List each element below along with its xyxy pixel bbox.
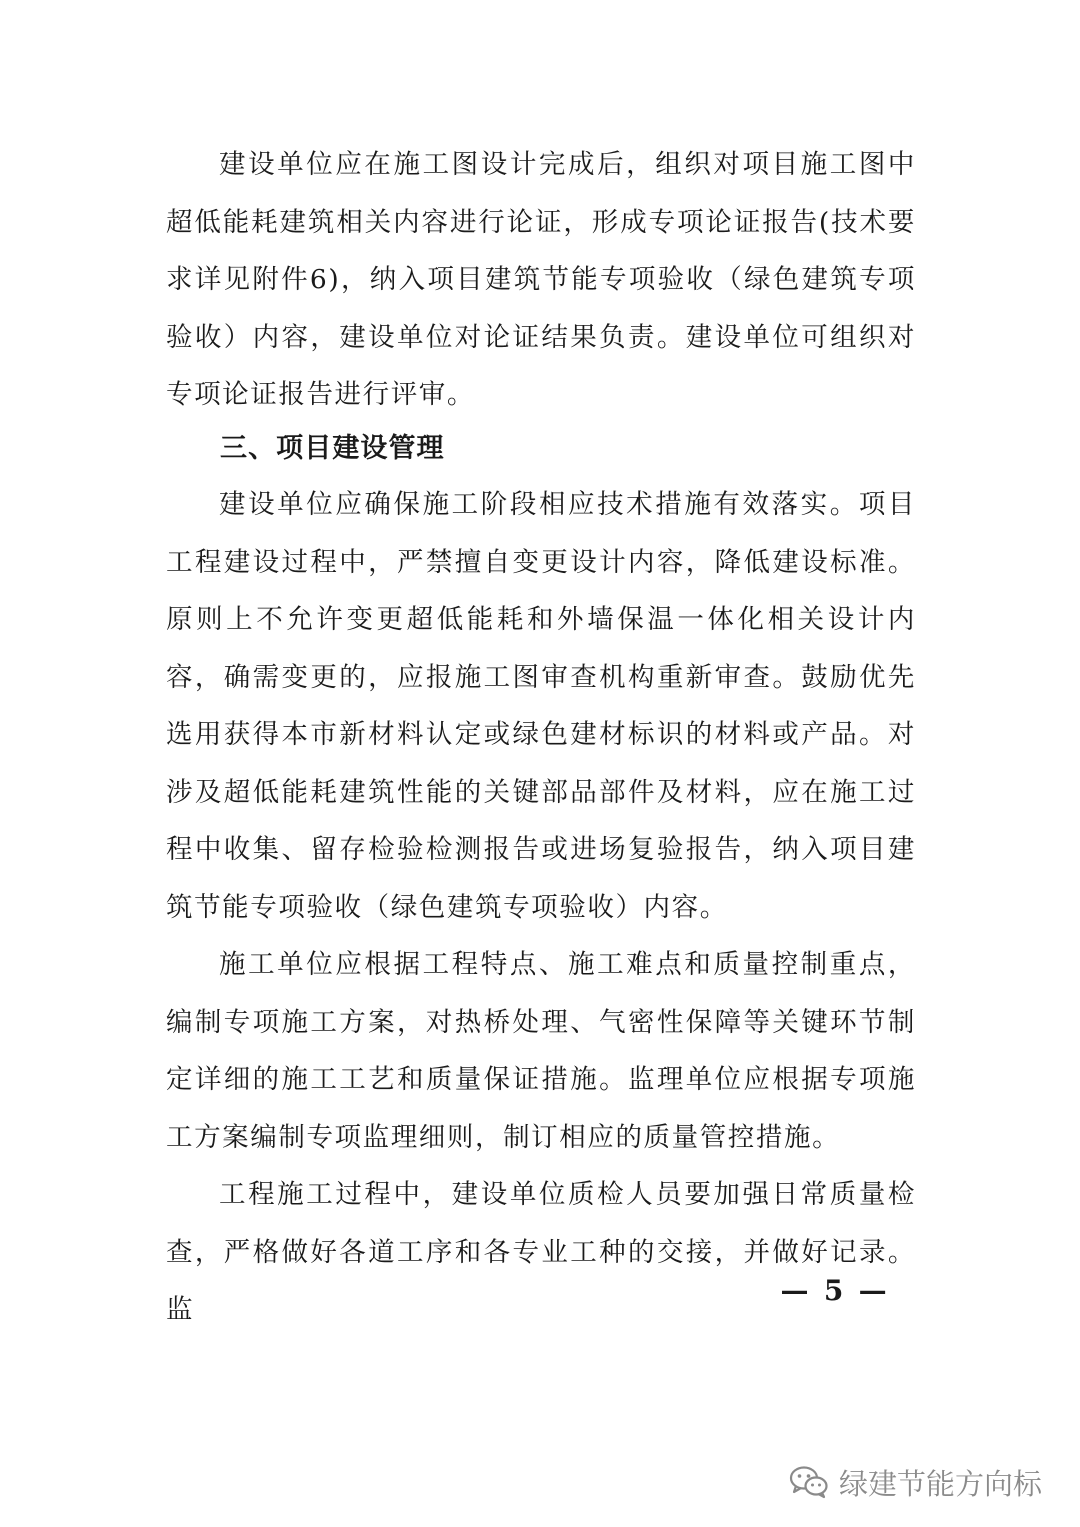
paragraphs-before-heading xyxy=(166,136,916,424)
paragraph: 建设单位应在施工图设计完成后，组织对项目施工图中超低能耗建筑相关内容进行论证，形成专项论证报告(技术要求详见附件6)，纳入项目建筑节能专项验收（绿色建筑专项验收）内容，建设单位对论证结果负责。建设单位可组织对专项论证报告进行评审。 xyxy=(166,149,916,410)
watermark-label: 绿建节能方向标 xyxy=(838,1466,1042,1501)
paragraph: 建设单位应确保施工阶段相应技术措施有效落实。项目工程建设过程中，严禁擅自变更设计内容，降低建设标准。原则上不允许变更超低能耗和外墙保温一体化相关设计内容，确需变更的，应报施工图审查机构重新审查。鼓励优先选用获得本市新材料认定或绿色建材标识的材料或产品。对涉及超低能耗建筑性能的关键部品部件及材料，应在施工过程中收集、留存检验检测报告或进场复验报告，纳入项目建筑节能专项验收（绿色建筑专项验收）内容。 xyxy=(166,489,916,923)
section-heading: 三、项目建设管理 xyxy=(220,433,445,464)
page-number: — 5 — xyxy=(780,1274,890,1307)
paragraph: 施工单位应根据工程特点、施工难点和质量控制重点，编制专项施工方案，对热桥处理、气密性保障等关键环节制定详细的施工工艺和质量保证措施。监理单位应根据专项施工方案编制专项监理细则，制订相应的质量管控措施。 xyxy=(166,949,916,1153)
source-watermark xyxy=(789,1456,1042,1508)
paragraphs-after-heading xyxy=(166,476,916,1339)
paragraph: 工程施工过程中，建设单位质检人员要加强日常质量检查，严格做好各道工序和各专业工种的交接，并做好记录。监 xyxy=(166,1179,916,1325)
wechat-icon xyxy=(789,1465,829,1499)
